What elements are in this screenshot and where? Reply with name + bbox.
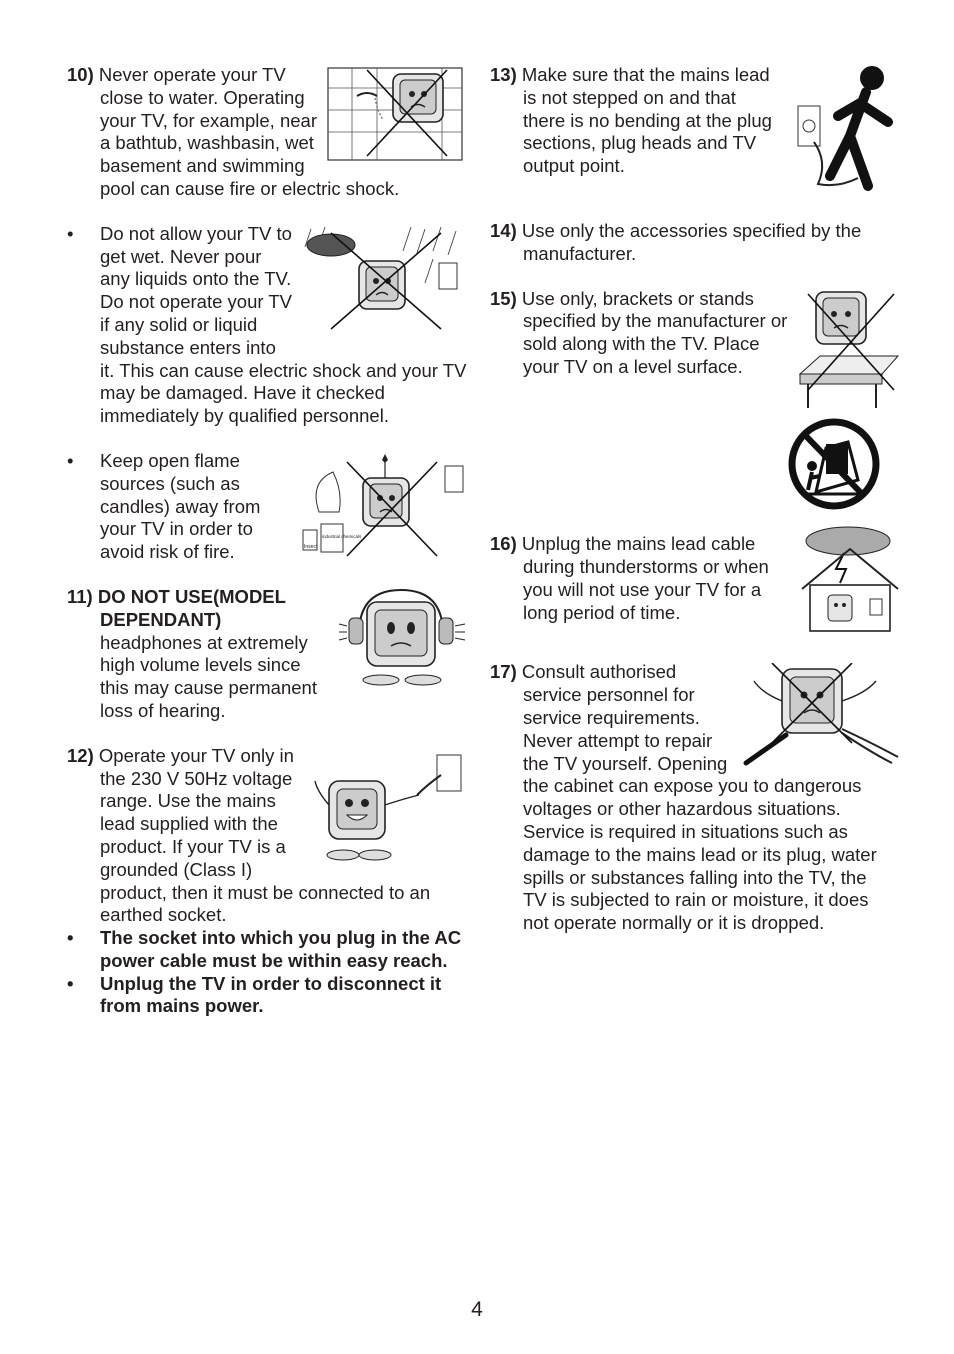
right-column [490,64,890,957]
tv-stand-illustration [798,290,902,410]
item-15 [490,288,890,414]
bullet-dot: • [67,449,74,471]
item-12-text: Operate your TV only in the 230 V 50Hz voltage range. Use the mains lead supplied with the product. If your TV is a grounded (Class I) product, then it must be connected to an earthed socket. [98,744,431,926]
page-number: 4 [471,1298,483,1321]
bullet-dot: • [67,222,74,244]
item-13 [490,64,890,198]
left-column [67,64,467,1018]
item-15-number: 15) [490,287,517,309]
item-12 [67,745,467,927]
item-12-number: 12) [67,744,94,766]
item-16-number: 16) [490,533,517,555]
thunderstorm-house-illustration [796,525,902,635]
stepping-cable-illustration [778,66,902,194]
item-11 [67,586,467,723]
insect-label: Insect [304,543,318,550]
tv-water-illustration [327,66,467,162]
bullet-open-flame-text: Keep open flame sources (such as candles) away from your TV in order to avoid risk of fire. [100,449,261,563]
bullet-unplug-tv-text: Unplug the TV in order to disconnect it from mains power. [100,972,442,1017]
item-17-number: 17) [490,661,517,683]
chemicals-label: industrial chemicals [322,533,362,539]
item-13-text: Make sure that the mains lead is not stepped on and that there is no bending at the plug sections, plug heads and TV output point. [521,64,772,177]
bullet-open-flame [67,450,467,564]
bullet-dot: • [67,927,74,949]
item-17-text: Consult authorised service personnel for service requirements. Never attempt to repair the TV yourself. Opening the cabinet can expose you to dangerous voltages or other hazardous situations. Service is required in situations such as damage to the mains lead or its plug, water spills or substances falling into the TV, the TV is subjected to rain or moisture, it does not operate normally or it is dropped. [521,661,877,934]
item-13-number: 13) [490,64,517,85]
tv-repair-tools-illustration [742,663,902,767]
tv-rain-illustration [301,225,467,333]
tv-headphones-illustration [337,588,467,688]
item-16-text: Unplug the mains lead cable during thunderstorms or when you will not use your TV for a long period of time. [521,533,769,623]
item-14-number: 14) [490,220,517,241]
tv-candle-illustration [299,452,467,558]
item-15-text: Use only, brackets or stands specified by the manufacturer or sold along with the TV. Place your TV on a level surface. [521,287,788,377]
item-16 [490,533,890,639]
bullet-tv-wet-text: Do not allow your TV to get wet. Never pour any liquids onto the TV. Do not operate your TV if any solid or liquid substance enters into it. This can cause electric shock and your TV may be damaged. Have it checked immediately by qualified personnel. [100,222,467,427]
tv-plug-illustration [309,751,467,863]
item-17 [490,661,890,935]
item-14 [490,220,890,266]
bullet-socket-reach [67,927,467,973]
item-14-text: Use only the accessories specified by the manufacturer. [521,220,862,264]
cart-warning-icon [786,418,890,516]
bullet-dot: • [67,972,74,994]
bullet-socket-reach-text: The socket into which you plug in the AC power cable must be within easy reach. [100,927,462,971]
bullet-unplug-tv [67,973,467,1019]
item-11-text: headphones at extremely high volume levels since this may cause permanent loss of hearing. [100,631,317,721]
item-10-text: Never operate your TV close to water. Operating your TV, for example, near a bathtub, washbasin, wet basement and swimming pool can cause fire or electric shock. [98,64,400,199]
item-10-number: 10) [67,64,94,85]
item-11-number: 11) DO NOT USE(MODEL DEPENDANT) [67,585,286,630]
bullet-tv-wet [67,223,467,428]
item-10 [67,64,467,201]
